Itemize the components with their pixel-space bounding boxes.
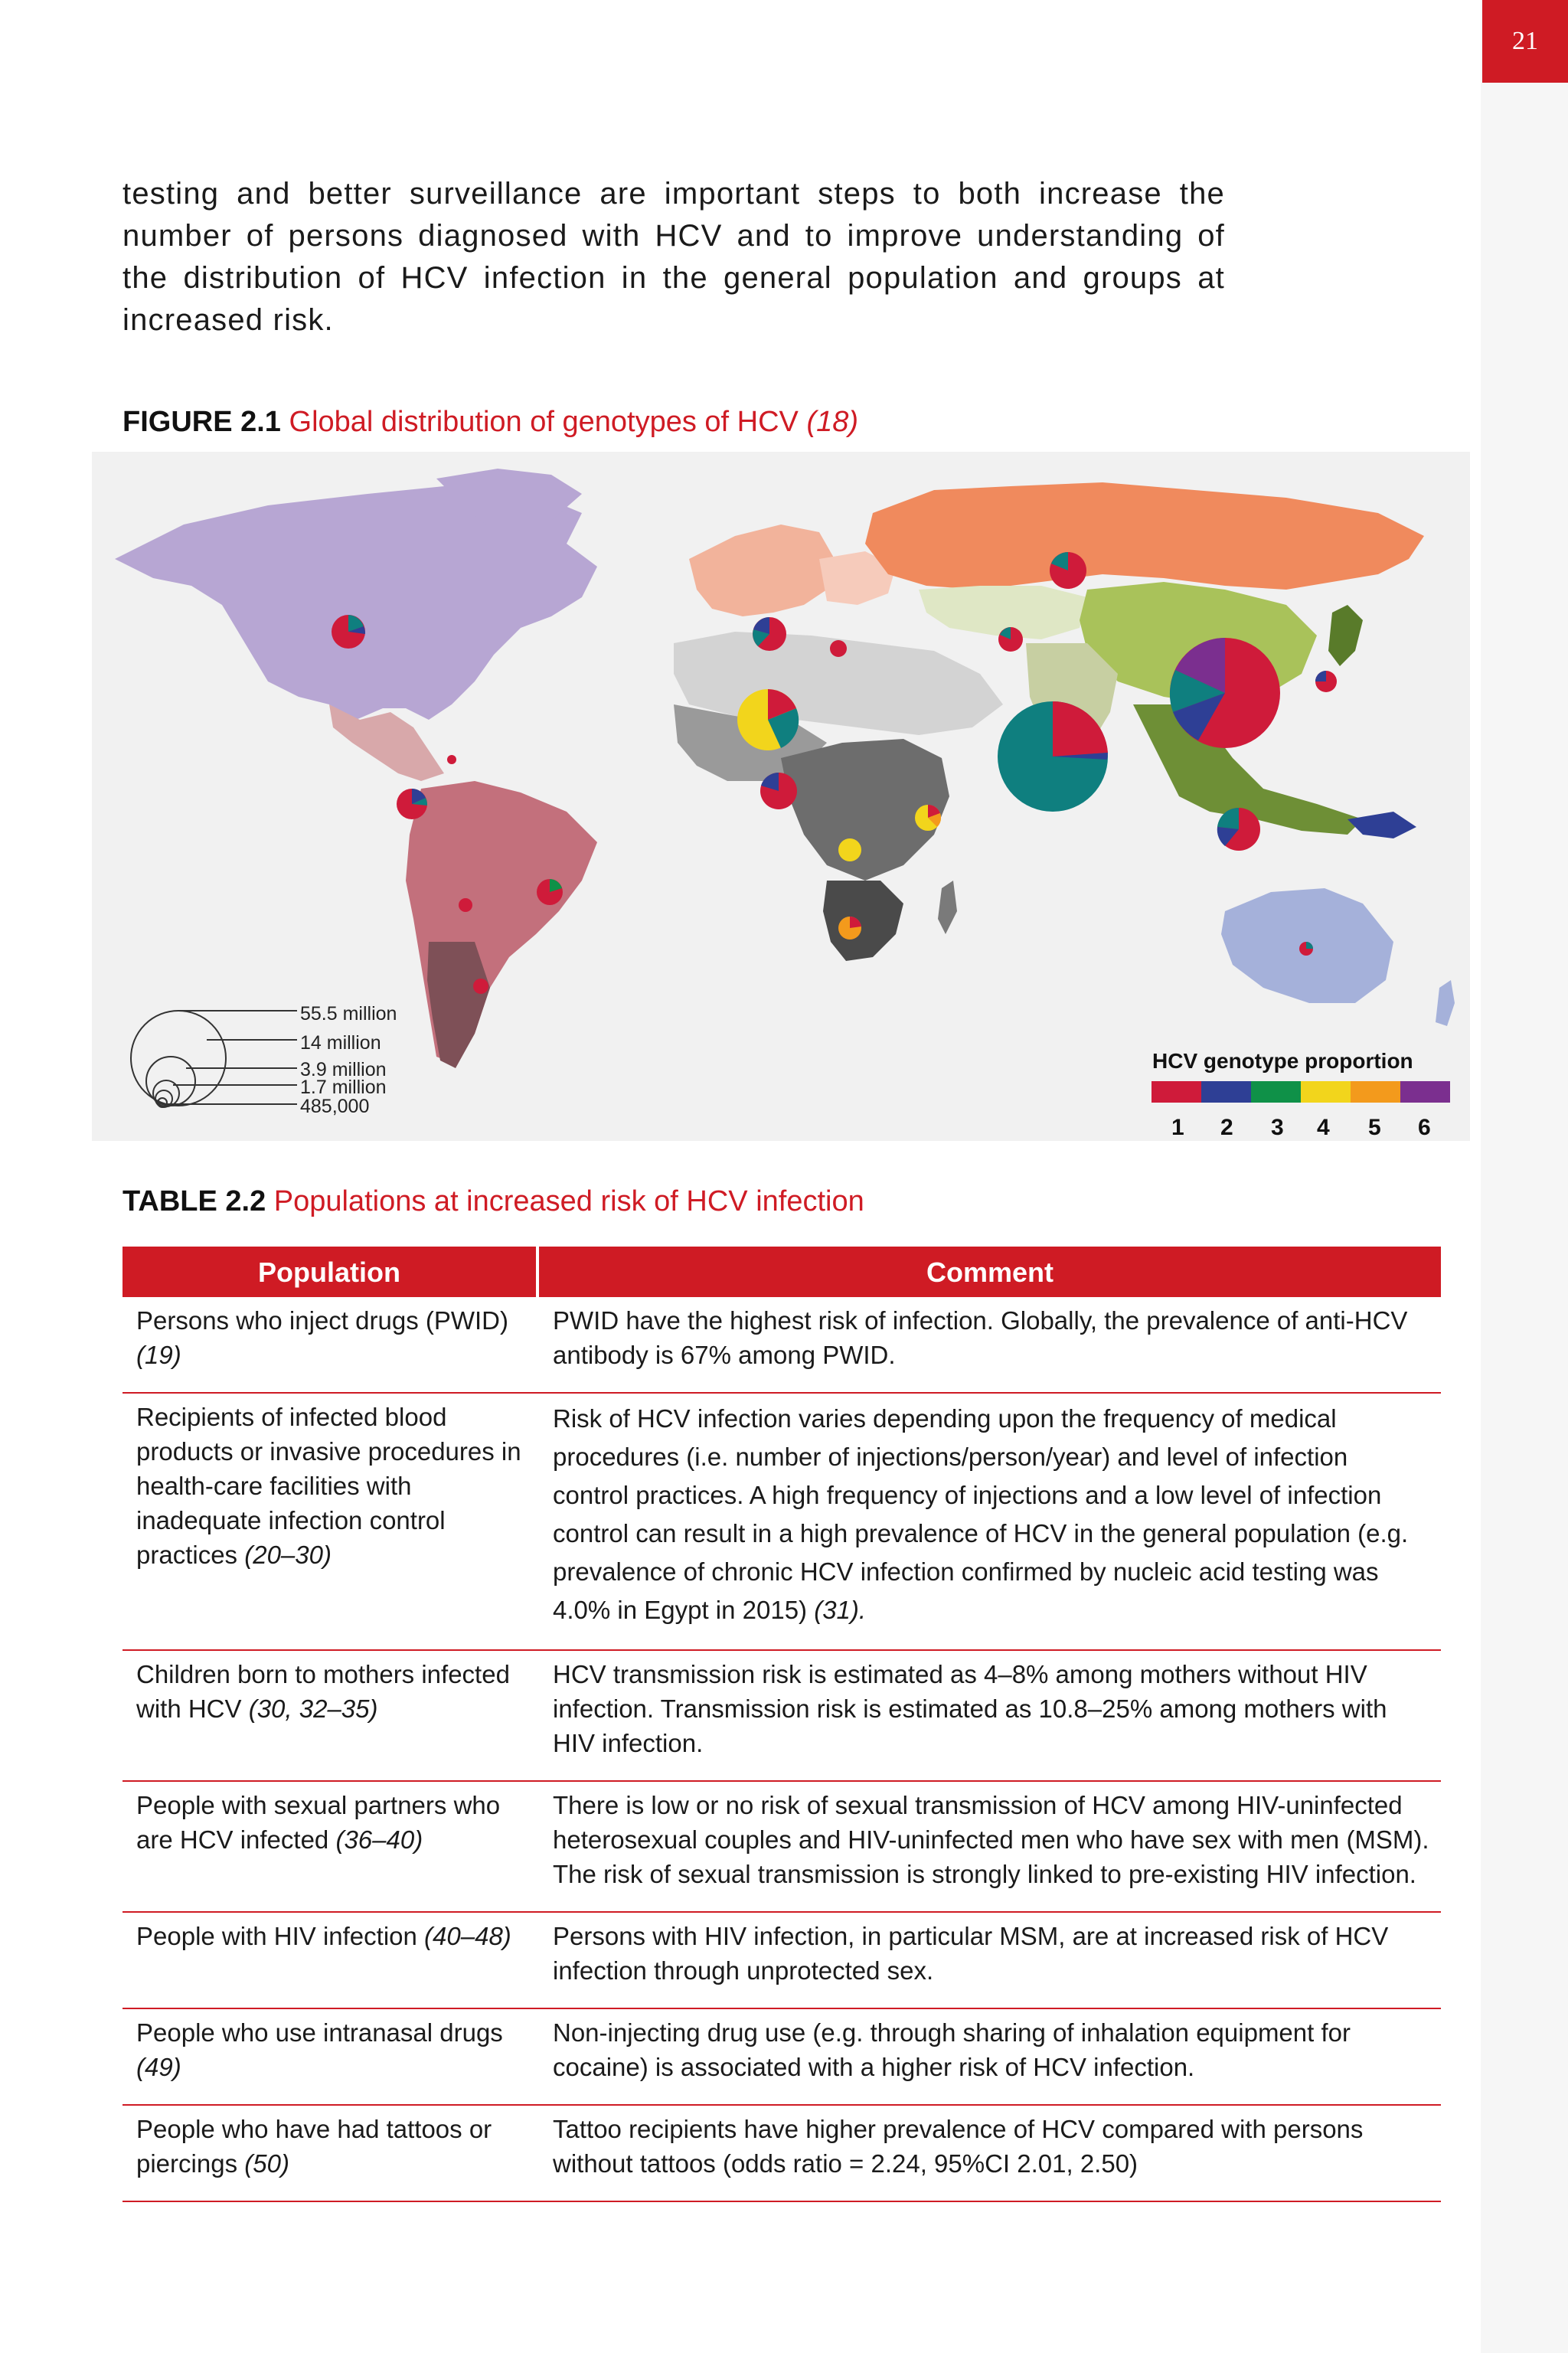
comment-cell — [537, 1781, 1441, 1912]
genotype-swatch-1 — [1152, 1081, 1201, 1103]
comment-cell — [537, 1297, 1441, 1393]
pie-east-asia — [1170, 638, 1280, 748]
population-ref: (20–30) — [244, 1541, 332, 1569]
page-number: 21 — [1482, 0, 1568, 83]
pie-caribbean — [447, 755, 456, 764]
size-legend-label-4: 1.7 million — [300, 1077, 387, 1098]
world-map-svg — [92, 452, 1470, 1141]
pie-central-africa — [838, 838, 861, 861]
population-cell — [122, 1393, 537, 1650]
table-row — [122, 1650, 1441, 1781]
pie-west-africa — [760, 773, 797, 809]
population-ref: (19) — [136, 1341, 181, 1369]
comment-text: Tattoo recipients have higher prevalence of HCV compared with persons without tattoos (odds ratio = 2.24, 95%CI 2.01, 2.50) — [553, 2115, 1364, 2178]
population-cell — [122, 2105, 537, 2201]
size-legend-label-2: 14 million — [300, 1032, 381, 1054]
genotype-legend-title: HCV genotype proportion — [1152, 1049, 1413, 1073]
table-label: TABLE 2.2 — [122, 1185, 266, 1217]
table-row — [122, 1781, 1441, 1912]
table-row — [122, 2008, 1441, 2105]
header-population: Population — [122, 1247, 537, 1297]
population-text: Recipients of infected blood products or invasive procedures in health-care facilities with inadequate infection control practices — [136, 1403, 521, 1569]
population-ref: (50) — [244, 2149, 289, 2178]
pie-north-america — [332, 615, 365, 649]
population-cell — [122, 2008, 537, 2105]
genotype-label-1: 1 — [1171, 1115, 1184, 1140]
comment-text: PWID have the highest risk of infection. Globally, the prevalence of anti-HCV antibody is 67% among PWID. — [553, 1306, 1408, 1369]
pie-western-europe — [753, 617, 786, 651]
population-text: People who use intranasal drugs — [136, 2018, 503, 2047]
genotype-swatch-3 — [1251, 1081, 1301, 1103]
comment-text: There is low or no risk of sexual transmission of HCV among HIV-uninfected heterosexual couples and HIV-uninfected men who have sex with men (MSM). The risk of sexual transmission is strongly linked to pre-existing HIV infection. — [553, 1791, 1429, 1888]
genotype-label-4: 4 — [1317, 1115, 1330, 1140]
table-row — [122, 1912, 1441, 2008]
population-text: People with sexual partners who are HCV infected — [136, 1791, 501, 1854]
genotype-label-5: 5 — [1368, 1115, 1381, 1140]
figure-label: FIGURE 2.1 — [122, 406, 281, 438]
comment-cell — [537, 1912, 1441, 2008]
pie-southeast-asia — [1217, 808, 1260, 851]
genotype-legend-swatches — [1152, 1081, 1450, 1103]
size-legend-label-5: 485,000 — [300, 1096, 370, 1117]
population-text: Persons who inject drugs (PWID) — [136, 1306, 508, 1335]
population-ref: (30, 32–35) — [248, 1694, 378, 1723]
comment-text: HCV transmission risk is estimated as 4–8% among mothers without HIV infection. Transmission risk is estimated as 10.8–25% among mothers with HIV infection. — [553, 1660, 1387, 1757]
comment-text: Non-injecting drug use (e.g. through sharing of inhalation equipment for cocaine) is associated with a higher risk of HCV infection. — [553, 2018, 1351, 2081]
population-text: People who have had tattoos or piercings — [136, 2115, 492, 2178]
genotype-label-2: 2 — [1220, 1115, 1233, 1140]
pie-east-africa — [915, 805, 941, 831]
comment-cell — [537, 2008, 1441, 2105]
size-legend-label-1: 55.5 million — [300, 1003, 397, 1025]
size-legend-label-3: 3.9 million — [300, 1059, 387, 1080]
population-ref: (36–40) — [335, 1825, 423, 1854]
intro-paragraph: testing and better surveillance are important steps to both increase the number of persons diagnosed with HCV and to improve understanding of the distribution of HCV infection in the general population and groups at increased risk. — [122, 177, 1225, 337]
pie-japan — [1315, 671, 1337, 692]
population-ref: (40–48) — [424, 1922, 511, 1950]
population-text: People with HIV infection — [136, 1922, 417, 1950]
pie-australia — [1299, 942, 1313, 956]
comment-cell — [537, 1393, 1441, 1650]
genotype-label-3: 3 — [1271, 1115, 1284, 1140]
risk-populations-table — [122, 1247, 1441, 2202]
figure-ref: (18) — [806, 406, 859, 438]
pie-russia — [1050, 552, 1086, 589]
population-text: Children born to mothers infected with HCV — [136, 1660, 510, 1723]
pie-southern-cone — [473, 979, 488, 994]
population-cell — [122, 1912, 537, 2008]
pie-central-europe — [830, 640, 847, 657]
figure-caption — [122, 406, 858, 439]
pie-south-asia — [998, 701, 1108, 812]
pie-andes — [459, 898, 472, 912]
pie-north-africa — [737, 689, 799, 750]
comment-text: Risk of HCV infection varies depending upon the frequency of medical procedures (i.e. number of injections/person/year) and level of infection control practices. A high frequency of injections and a low level of infection control can result in a high prevalence of HCV in the general population (e.g. prevalence of chronic HCV infection confirmed by nucleic acid testing was 4.0% in Egypt in 2015) — [553, 1404, 1409, 1624]
comment-cell — [537, 2105, 1441, 2201]
population-cell — [122, 1297, 537, 1393]
genotype-label-6: 6 — [1418, 1115, 1431, 1140]
table-caption — [122, 1185, 864, 1218]
pie-central-asia — [998, 627, 1023, 652]
figure-title: Global distribution of genotypes of HCV — [289, 406, 799, 438]
world-map-figure — [92, 452, 1470, 1141]
genotype-swatch-2 — [1201, 1081, 1251, 1103]
comment-text: Persons with HIV infection, in particular MSM, are at increased risk of HCV infection through unprotected sex. — [553, 1922, 1389, 1985]
header-comment: Comment — [537, 1247, 1441, 1297]
genotype-swatch-5 — [1351, 1081, 1400, 1103]
population-cell — [122, 1781, 537, 1912]
genotype-swatch-6 — [1400, 1081, 1450, 1103]
genotype-swatch-4 — [1301, 1081, 1351, 1103]
comment-ref: (31). — [814, 1596, 867, 1624]
population-cell — [122, 1650, 537, 1781]
population-ref: (49) — [136, 2053, 181, 2081]
pie-central-america — [397, 789, 427, 819]
table-header-row — [122, 1247, 1441, 1297]
table-row — [122, 1393, 1441, 1650]
pie-brazil — [537, 879, 563, 905]
table-row — [122, 1297, 1441, 1393]
pie-southern-africa — [838, 917, 861, 940]
table-row — [122, 2105, 1441, 2201]
comment-cell — [537, 1650, 1441, 1781]
table-title: Populations at increased risk of HCV infection — [273, 1185, 864, 1217]
